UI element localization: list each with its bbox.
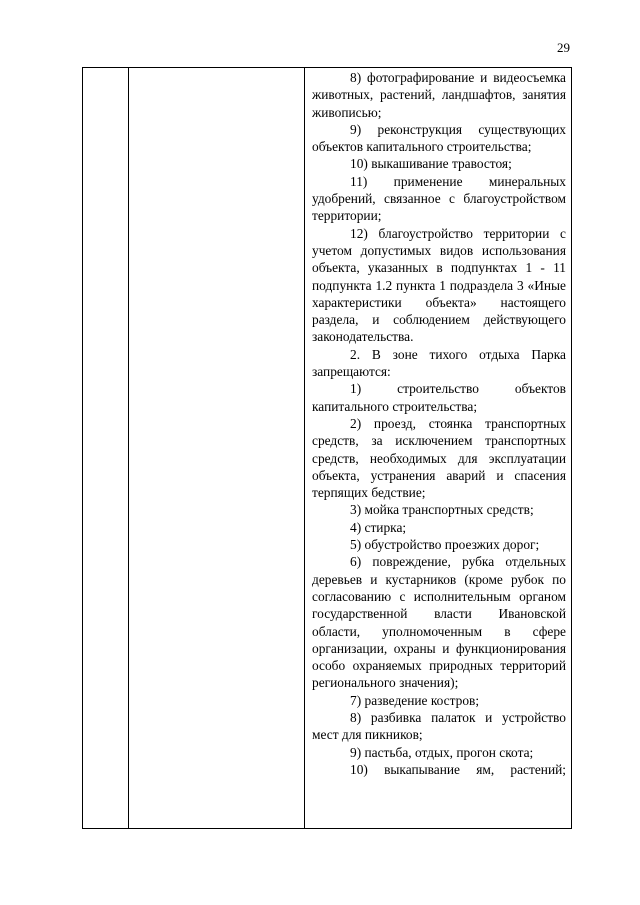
table-column-content [305,68,571,828]
page-number: 29 [557,40,570,55]
list-item: 2) проезд, стоянка транспортных средств, за исключением транспортных средств, необходимых для эксплуатации объекта, устранения аварий и спасения терпящих бедствие; [312,415,566,501]
table-column-name [129,68,305,828]
list-item: 10) выкашивание травостоя; [350,156,512,172]
table-column-number [83,68,129,828]
list-item: 8) разбивка палаток и устройство мест для пикников; [312,709,566,743]
list-item: 1) строительство объектов капитального строительства; [312,381,566,414]
document-table [82,67,572,829]
list-item: 8) фотографирование и видеосъемка животных, растений, ландшафтов, занятия живописью; [312,70,566,120]
list-item: 3) мойка транспортных средств; [350,502,534,518]
list-item: 6) повреждение, рубка отдельных деревьев и кустарников (кроме рубок по согласованию с исполнительным органом государственной власти Ивановской области, уполномоченным в сфере организации, охраны и функционирования особо охраняемых природных территорий регионального значения); [312,554,566,691]
list-item: 10) выкапывание ям, растений; [350,761,566,777]
list-item: 12) благоустройство территории с учетом допустимых видов использования объекта, указанных в подпунктах 1 - 11 подпункта 1.2 пункта 1 подраздела 3 «Иные характеристики объекта» настоящего раздела, и соблюдением действующего законодательства. [312,225,566,345]
list-item: 9) пастьба, отдых, прогон скота; [350,744,534,760]
section-heading: 2. В зоне тихого отдыха Парка запрещаются: [312,346,566,380]
list-item: 5) обустройство проезжих дорог; [350,537,540,553]
list-item: 4) стирка; [350,519,407,535]
list-item: 7) разведение костров; [350,692,480,708]
list-item: 11) применение минеральных удобрений, связанное с благоустройством территории; [312,173,566,224]
list-item: 9) реконструкция существующих объектов капитального строительства; [312,121,566,155]
